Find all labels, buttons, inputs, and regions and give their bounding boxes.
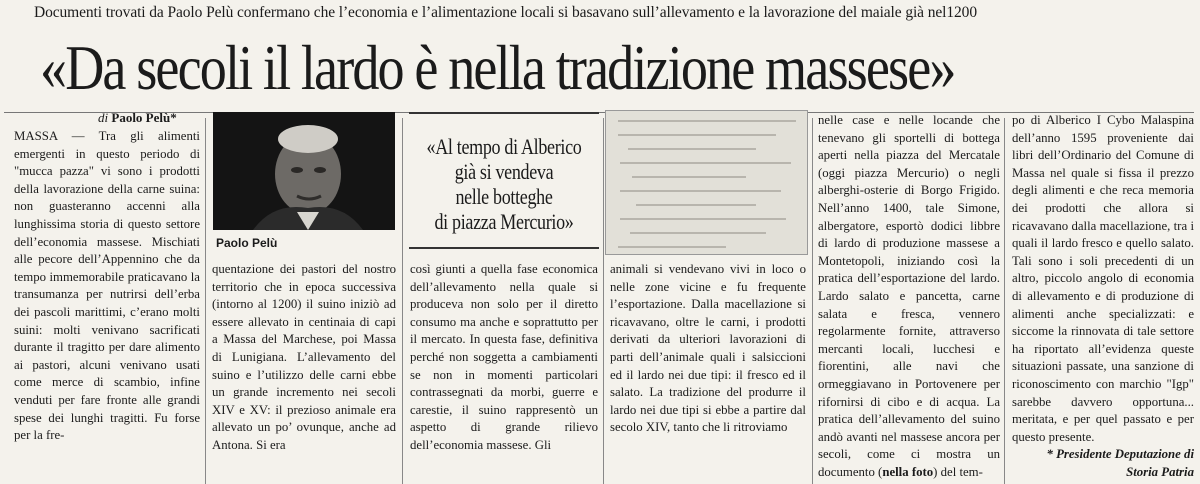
- column-6-text: po di Alberico I Cybo Malaspina dell’anno 1595 proveniente dai libri dell’Ordinario del Comune di Massa nel quale si fissa il prezzo degli alimenti e che reca memoria dei prodotti che allora si ricavavano dalla macellazione, tra i quali il lardo fresco e quello salato. Tali sono i soli precedenti di un altro, piccolo angolo di economia di allevamento e di produzione di alimenti anche specializzati: e siccome la rinnovata di tale settore ha riportato all’evidenza queste situazioni passate, una sanzione di riconoscimento con marchio "Igp" sarebbe davvero opportuna... meritata, e per quel passato e per questo presente.: [1012, 113, 1194, 444]
- author-footnote: * Presidente Deputazione di Storia Patria: [1046, 447, 1194, 479]
- column-5-text-b: ) del tem-: [933, 464, 983, 479]
- author-photo: [213, 112, 395, 230]
- byline-prefix: di: [98, 110, 109, 125]
- byline: [98, 110, 177, 126]
- pull-quote-line: «Al tempo di Alberico: [426, 134, 582, 159]
- column-divider: [1004, 118, 1005, 484]
- pull-quote-line: già si vendeva: [454, 159, 554, 184]
- column-divider: [205, 118, 206, 484]
- column-5-text: [818, 112, 1000, 481]
- column-5-text-a: nelle case e nelle locande che tenevano gli sportelli di bottega aperti nella piazza del Mercatale (oggi piazza Mercurio) o negli alberghi-osterie di Borgo Frigido. Nell’anno 1400, tale Simone, albergatore, esportò dodici libbre di lardo di produzione massese a Montetopoli, iniziando così la pratica dell’esportazione del lardo. Lardo salato e pancetta, carne salata e fresca, vennero regolarmente fornite, attraverso mercanti locali, lucchesi e fiorentini, alle navi che ormeggiavano in Portovenere per rifornirsi di cibo e di acqua. La pratica dell’allevamento del suino andò avanti nel massese ancora per secoli, come ci mostra un documento (: [818, 113, 1000, 479]
- photo-reference: nella foto: [882, 464, 934, 479]
- article-column-2: [212, 261, 396, 484]
- pull-quote-line: di piazza Mercurio»: [434, 209, 574, 234]
- column-4-text: animali si vendevano vivi in loco o nelle zone vicine e fu frequente l’esportazione. Dalla macellazione si ricavavano, oltre le carni, i prodotti derivati da ulteriori lavorazioni di parti dell’animale quali i salsiccioni ed il lardo nei due tipi: il fresco ed il salato. La tradizione del produrre il lardo nei due tipi si ebbe a partire dal secolo XIV, tanto che li ritroviamo: [610, 262, 806, 435]
- photo-caption: Paolo Pelù: [216, 236, 278, 250]
- article-column-3: [410, 261, 598, 484]
- article-column-4: [610, 261, 806, 484]
- pull-quote-line: nelle botteghe: [455, 184, 553, 209]
- column-3-text: così giunti a quella fase economica dell’allevamento nella quale si produceva non solo per il diretto consumo ma anche e soprattutto per il mercato. In questa fase, definitiva perché non soggetta a cambiamenti se non in momenti particolari contrassegnati da morbi, guerre e carestie, il suino rappresentò un aspetto di grande rilievo dell’economia massese. Gli: [410, 262, 598, 452]
- article-column-6: [1012, 112, 1194, 484]
- historical-document-photo: [605, 110, 808, 255]
- kicker: Documenti trovati da Paolo Pelù confermano che l’economia e l’alimentazione locali si basavano sull’allevamento e la lavorazione del maiale già nel1200: [34, 4, 977, 21]
- pull-quote: [409, 112, 599, 249]
- column-divider: [812, 118, 813, 484]
- article-column-1: [14, 128, 200, 484]
- article-column-5: [818, 112, 1000, 484]
- byline-author: Paolo Pelù*: [111, 110, 177, 125]
- column-divider: [603, 118, 604, 484]
- headline: «Da secoli il lardo è nella tradizione massese»: [40, 33, 955, 103]
- column-2-text: quentazione dei pastori del nostro territorio che in epoca successiva (intorno al 1200) il suino iniziò ad essere allevato in centinaia di capi a Massa del Marchese, poi Massa di Lunigiana. L’allevamento del suino e l’utilizzo delle carni ebbe un grande incremento nei secoli XIV e XV: il prezioso animale era allevato un po’ ovunque, anche ad Antona. Si era: [212, 262, 396, 452]
- column-1-text: MASSA — Tra gli alimenti emergenti in questo periodo di "mucca pazza" vi sono i prodotti della lavorazione della carne suina: non guasteranno accenni alla lunghissima storia di questo settore dell’economia massese. Mischiati alle pecore dell’Appennino che da tempo immemorabile praticavano la transumanza per nutrirsi dell’erba dei pascoli marittimi, c’erano molti suini: molti venivano sacrificati durante il tragitto per dare alimento ai pastori, alcuni venivano usati come merce di scambio, infine venduti per fare fronte alle grandi spese dei lunghi tragitti. Fu forse per la fre-: [14, 129, 200, 443]
- column-divider: [402, 118, 403, 484]
